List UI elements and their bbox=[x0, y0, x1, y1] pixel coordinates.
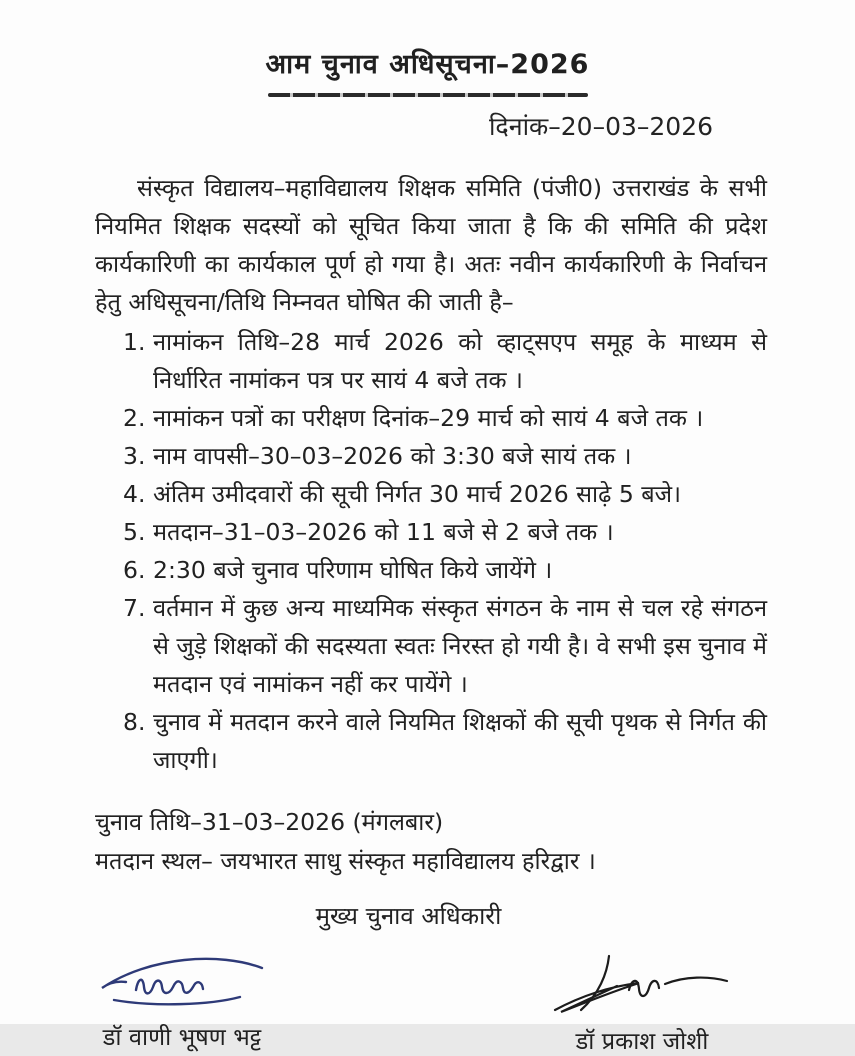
list-item bbox=[123, 323, 767, 399]
handwritten-signature-icon bbox=[92, 952, 272, 1014]
list-item-number: 7. bbox=[123, 594, 146, 622]
list-item-text: मतदान–31–03–2026 को 11 बजे से 2 बजे तक । bbox=[153, 518, 614, 546]
list-item-number: 5. bbox=[123, 518, 146, 546]
list-item-number: 4. bbox=[123, 480, 146, 508]
officer-designation: मुख्य चुनाव अधिकारी bbox=[315, 902, 502, 930]
list-item bbox=[123, 399, 767, 437]
list-item-number: 1. bbox=[123, 328, 146, 356]
intro-paragraph: संस्कृत विद्यालय–महाविद्यालय शिक्षक समिति (पंजी0) उत्तराखंड के सभी नियमित शिक्षक सदस्यों को सूचित किया जाता है कि की समिति की प्रदेश कार्यकारिणी का कार्यकाल पूर्ण हो गया है। अतः नवीन कार्यकारिणी के निर्वाचन हेतु अधिसूचना/तिथि निम्नवत घोषित की जाती है– bbox=[95, 174, 767, 316]
signatory-right bbox=[547, 952, 737, 1056]
footer-lines bbox=[95, 803, 767, 881]
list-item-number: 6. bbox=[123, 556, 146, 584]
notice-list bbox=[123, 323, 767, 779]
list-item-text: नामांकन पत्रों का परीक्षण दिनांक–29 मार्च को सायं 4 बजे तक । bbox=[153, 404, 704, 432]
title-block bbox=[0, 0, 855, 97]
list-item-number: 3. bbox=[123, 442, 146, 470]
handwritten-signature-icon bbox=[547, 952, 737, 1018]
list-item-text: नामांकन तिथि–28 मार्च 2026 को व्हाट्सएप समूह के माध्यम से निर्धारित नामांकन पत्र पर सायं 4 बजे तक । bbox=[153, 328, 767, 394]
list-item-text: अंतिम उमीदवारों की सूची निर्गत 30 मार्च 2026 साढ़े 5 बजे। bbox=[153, 480, 682, 508]
list-item bbox=[123, 513, 767, 551]
signatory-name: डॉ प्रकाश जोशी bbox=[575, 1027, 709, 1055]
list-item-text: चुनाव में मतदान करने वाले नियमित शिक्षकों की सूची पृथक से निर्गत की जाएगी। bbox=[153, 708, 767, 774]
list-item-text: नाम वापसी–30–03–2026 को 3:30 बजे सायं तक । bbox=[153, 442, 632, 470]
title-underline bbox=[268, 93, 588, 97]
list-item-number: 2. bbox=[123, 404, 146, 432]
date-line: दिनांक–20–03–2026 bbox=[488, 112, 713, 141]
list-item bbox=[123, 703, 767, 779]
list-item-text: वर्तमान में कुछ अन्य माध्यमिक संस्कृत संगठन के नाम से चल रहे संगठन से जुड़े शिक्षकों की सदस्यता स्वतः निरस्त हो गयी है। वे सभी इस चुनाव में मतदान एवं नामांकन नहीं कर पायेंगे । bbox=[153, 594, 767, 698]
notice-title: आम चुनाव अधिसूचना–2026 bbox=[265, 49, 590, 80]
signatory-name: डॉ वाणी भूषण भट्ट bbox=[102, 1023, 262, 1051]
signature-row bbox=[92, 952, 737, 1056]
list-item bbox=[123, 475, 767, 513]
list-item bbox=[123, 437, 767, 475]
list-item-number: 8. bbox=[123, 708, 146, 736]
signatory-left bbox=[92, 952, 272, 1056]
list-item bbox=[123, 551, 767, 589]
election-date-line: चुनाव तिथि–31–03–2026 (मंगलबार) bbox=[95, 808, 444, 836]
polling-venue-line: मतदान स्थल– जयभारत साधु संस्कृत महाविद्यालय हरिद्वार । bbox=[95, 847, 596, 875]
list-item bbox=[123, 589, 767, 703]
list-item-text: 2:30 बजे चुनाव परिणाम घोषित किये जायेंगे । bbox=[153, 556, 553, 584]
